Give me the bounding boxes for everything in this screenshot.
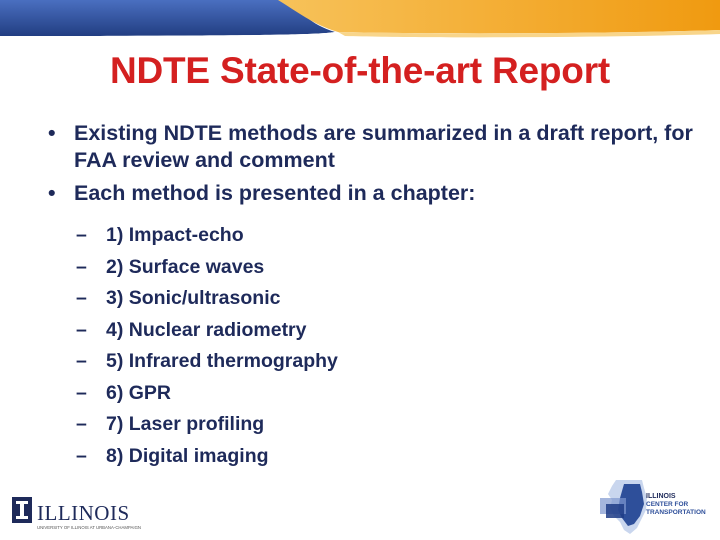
chapter-text: 8) Digital imaging [106,444,269,467]
chapter-text: 4) Nuclear radiometry [106,318,307,341]
ict-line-2: CENTER FOR [646,501,689,508]
bullet-text: Each method is presented in a chapter: [74,181,476,205]
chapter-item [76,315,338,347]
chapter-item [76,378,338,410]
dash-marker: – [76,287,87,309]
block-i-icon [12,497,32,523]
bullet-item [48,180,708,207]
ict-logo [594,478,716,536]
bullet-list [48,120,708,213]
chapter-item [76,252,338,284]
chapter-list [76,220,338,472]
bullet-marker: • [48,121,56,145]
chapter-text: 5) Infrared thermography [106,350,338,372]
illinois-state-map-icon [600,480,647,534]
bullet-item [48,120,708,174]
bullet-text: Existing NDTE methods are summarized in a draft report, for FAA review and comment [74,121,693,172]
dash-marker: – [76,444,87,467]
ict-line-1: ILLINOIS [646,493,676,500]
illinois-wordmark: ILLINOIS [37,501,130,525]
chapter-text: 2) Surface waves [106,255,265,278]
dash-marker: – [76,255,87,278]
illinois-subtitle: UNIVERSITY OF ILLINOIS AT URBANA-CHAMPAIGN [37,525,142,530]
chapter-text: 6) GPR [106,381,172,404]
illinois-logo [10,492,170,532]
dash-marker: – [76,381,87,404]
dash-marker: – [76,224,87,246]
dash-marker: – [76,350,87,372]
dash-marker: – [76,318,87,341]
header-band [0,0,720,46]
chapter-text: 3) Sonic/ultrasonic [106,287,281,309]
chapter-text: 1) Impact-echo [106,224,244,246]
slide-title: NDTE State-of-the-art Report [109,50,611,91]
dash-marker: – [76,413,87,435]
chapter-item [76,346,338,378]
chapter-item [76,409,338,441]
chapter-item [76,441,338,473]
ict-line-3: TRANSPORTATION [646,509,706,516]
bullet-marker: • [48,181,56,205]
chapter-item [76,283,338,315]
chapter-text: 7) Laser profiling [106,413,265,435]
chapter-item [76,220,338,252]
